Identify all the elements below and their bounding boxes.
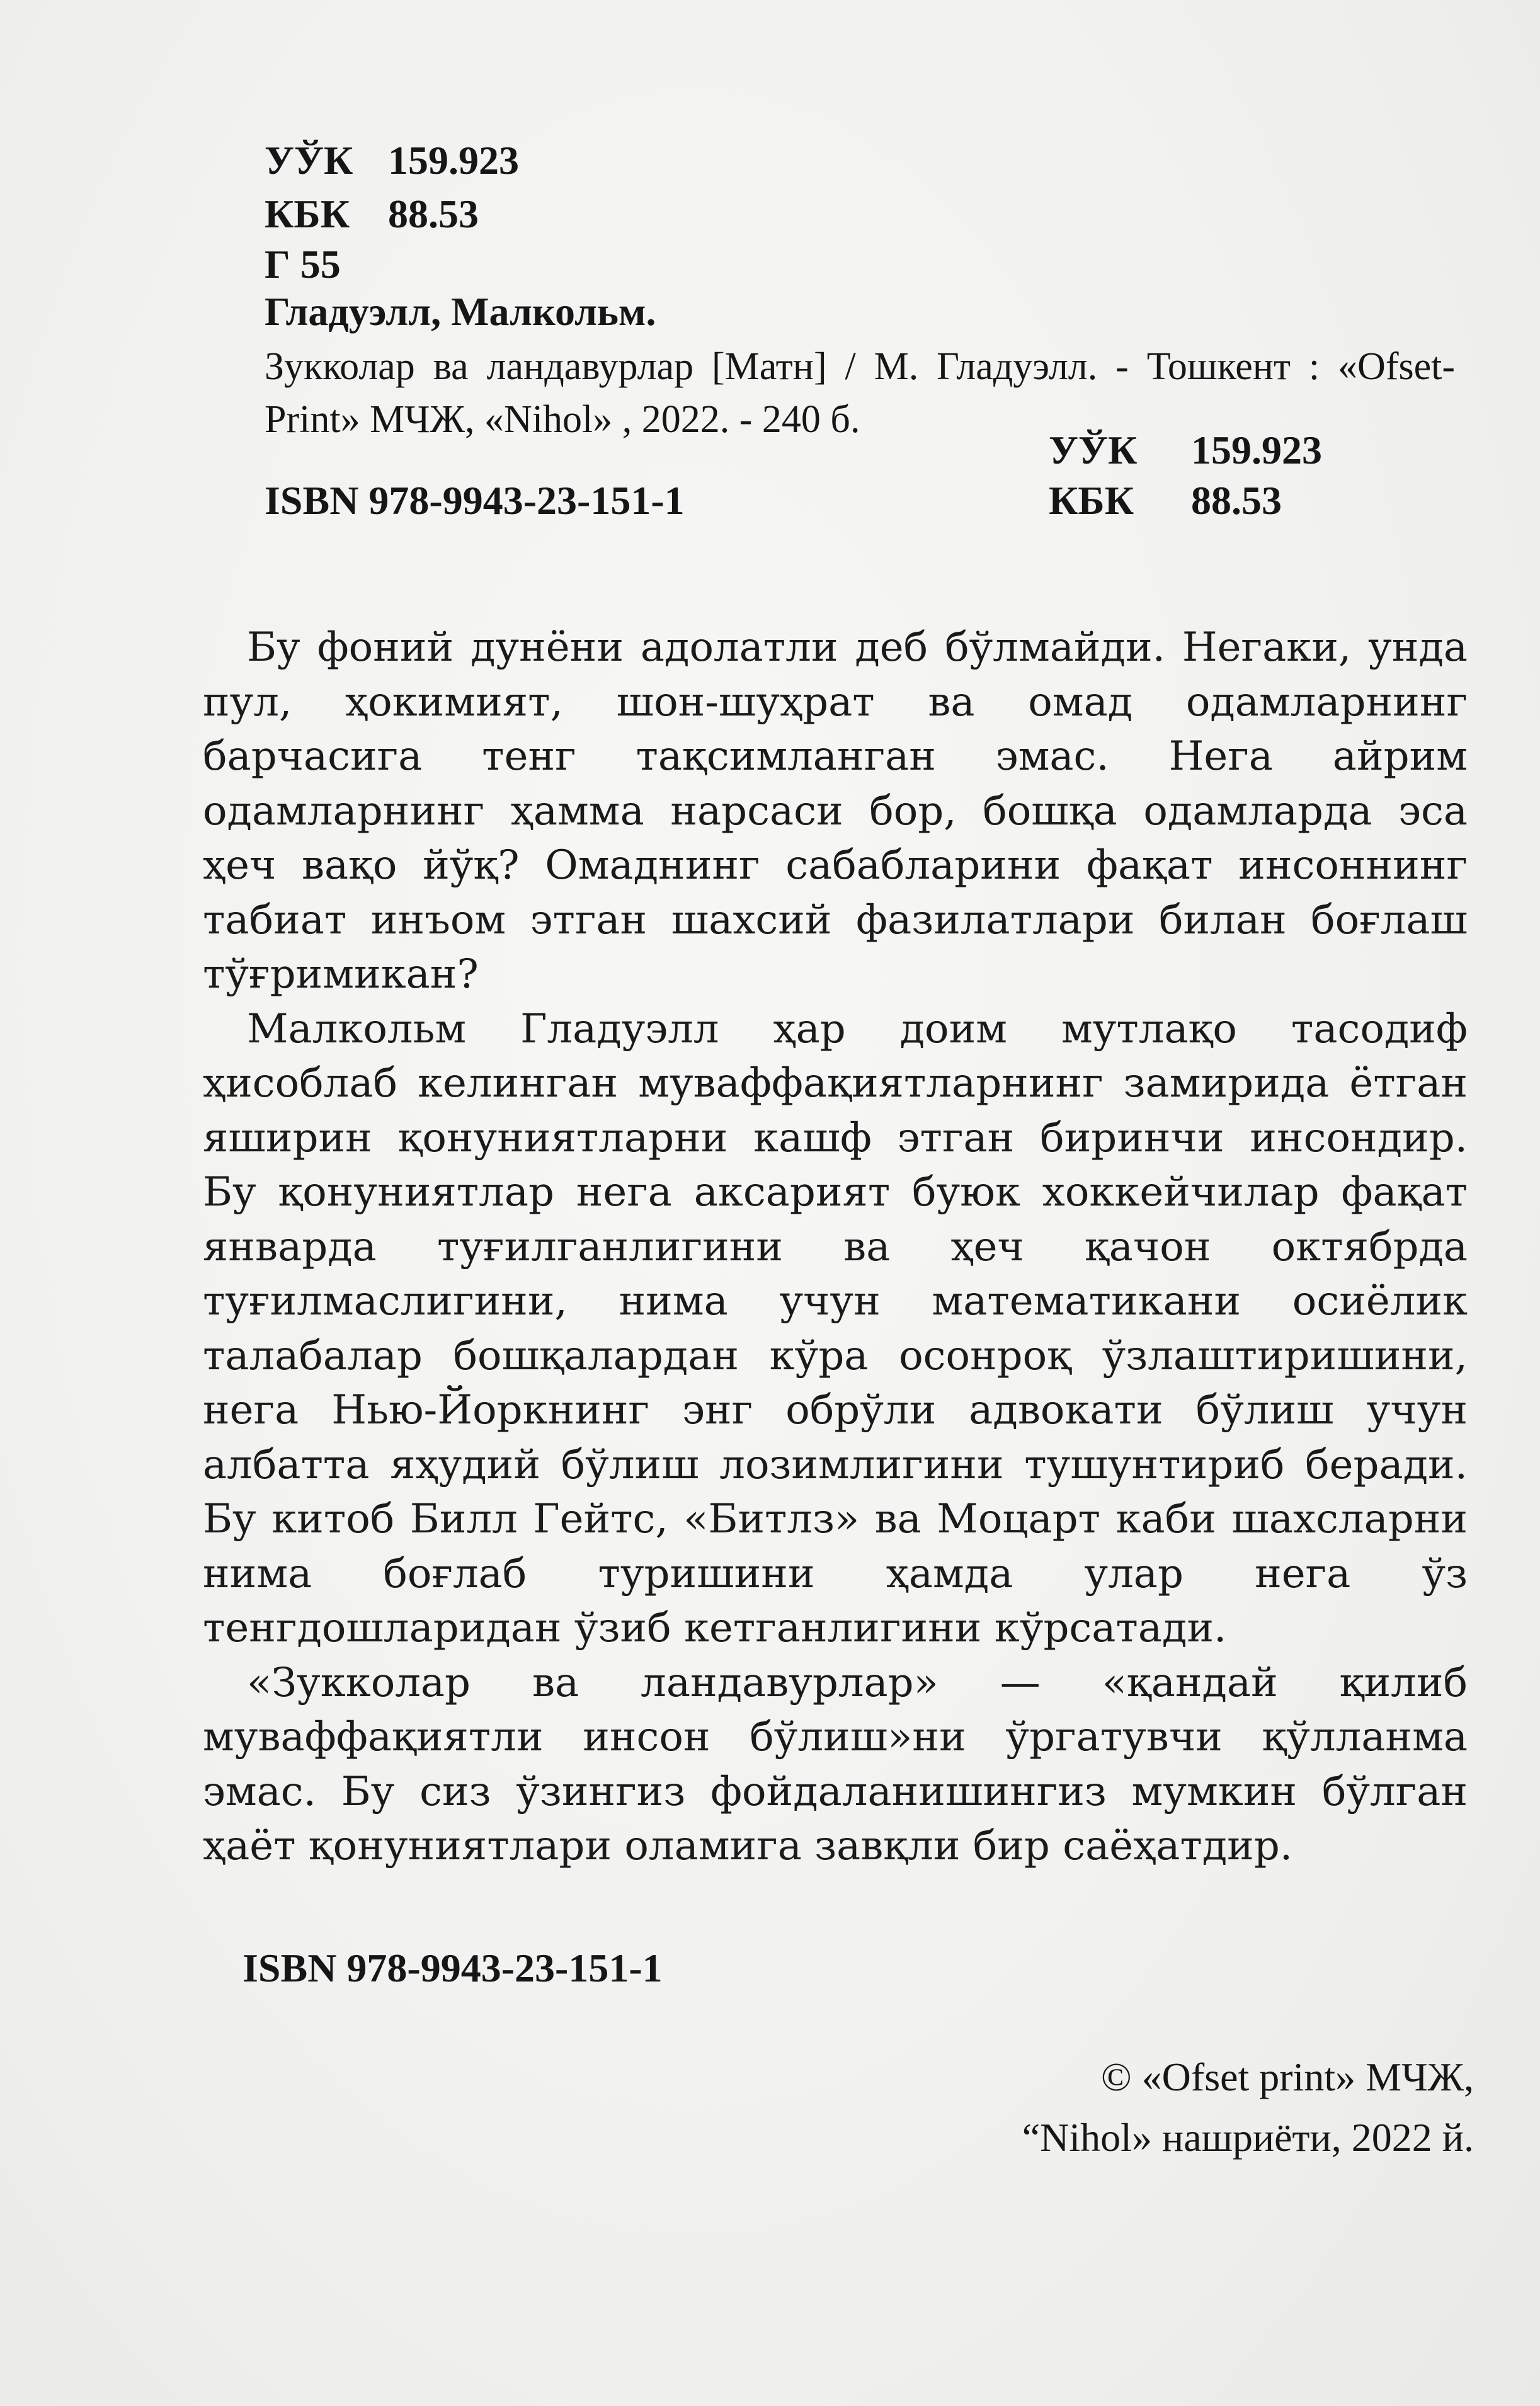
bbk-right-label: КБК <box>1049 478 1134 523</box>
copyright-line-1: © «Ofset print» МЧЖ, <box>1101 2055 1474 2099</box>
isbn-bottom: ISBN 978-9943-23-151-1 <box>242 1946 663 1990</box>
bbk-code: 88.53 <box>388 191 479 236</box>
annotation-paragraph: «Зукколар ва ландавурлар» — «қандай қилиб муваффақиятли инсон бўлиш»ни ўргатувчи қўлланма эмас. Бу сиз ўзингиз фойдаланишингиз мумкин бўлган ҳаёт қонуниятлари оламига завқли бир саёҳатдир. <box>203 1659 1468 1869</box>
copyright-block <box>1022 2047 1474 2168</box>
copyright-line-2: “Nihol» нашриёти, 2022 й. <box>1022 2115 1474 2160</box>
bbk-label: КБК <box>265 191 350 236</box>
udk-code: 159.923 <box>388 138 519 183</box>
bbk-classification <box>265 189 479 239</box>
udk-classification <box>265 135 519 186</box>
udk-right-code: 159.923 <box>1191 428 1322 472</box>
bibliographic-description: Зукколар ва ландавурлар [Матн] / М. Гладуэлл. - Тошкент : «Ofset-Print» МЧЖ, «Nihol» , 2022. - 240 б. <box>265 345 1455 441</box>
udk-right-label: УЎК <box>1049 428 1138 472</box>
annotation-paragraph: Малкольм Гладуэлл ҳар доим мутлақо тасодиф ҳисоблаб келинган муваффақиятларнинг замирида ётган яширин қонуниятларни кашф этган биринчи инсондир. Бу қонуниятлар нега аксарият буюк хоккейчилар фақат январда туғилганлигини ва ҳеч қачон октябрда туғилмаслигини, нима учун математикани осиёлик талабалар бошқалардан кўра осонроқ ўзлаштиришини, нега Нью-Йоркнинг энг обрўли адвокати бўлиш учун албатта яҳудий бўлиш лозимлигини тушунтириб беради. Бу китоб Билл Гейтс, «Битлз» ва Моцарт каби шахсларни нима боғлаб туришини ҳамда улар нега ўз тенгдошларидан ўзиб кетганлигини кўрсатади. <box>203 1005 1468 1651</box>
udk-classification-right <box>1049 425 1322 476</box>
annotation-paragraph: Бу фоний дунёни адолатли деб бўлмайди. Негаки, унда пул, ҳокимият, шон-шуҳрат ва омад одамларнинг барчасига тенг тақсимланган эмас. Нега айрим одамларнинг ҳамма нарсаси бор, бошқа одамларда эса ҳеч вақо йўқ? Омаднинг сабабларини фақат инсоннинг табиат инъом этган шахсий фазилатлари билан боғлаш тўғримикан? <box>203 624 1468 998</box>
author-name: Гладуэлл, Малкольм. <box>265 289 656 334</box>
isbn-top: ISBN 978-9943-23-151-1 <box>265 478 685 523</box>
annotation-text <box>203 620 1468 1874</box>
author-mark: Г 55 <box>265 242 341 287</box>
bbk-right-code: 88.53 <box>1191 478 1282 523</box>
bbk-classification-right <box>1049 476 1282 526</box>
udk-label: УЎК <box>265 138 353 183</box>
